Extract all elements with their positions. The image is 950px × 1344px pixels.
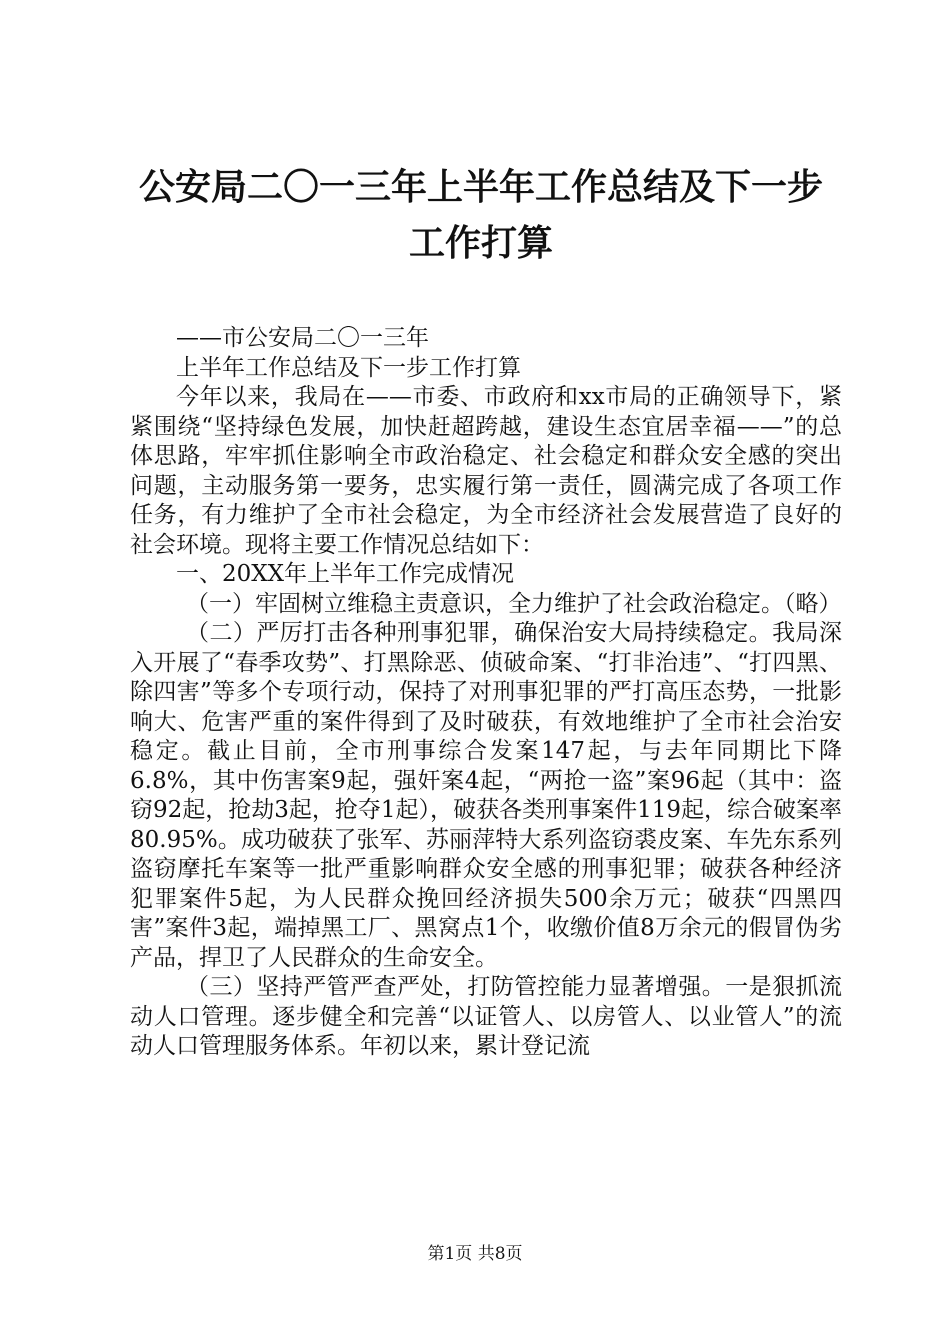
intro-paragraph: 今年以来，我局在——市委、市政府和xx市局的正确领导下，紧紧围绕“坚持绿色发展，加快赶超跨越，建设生态宜居幸福——”的总体思路，牢牢抓住影响全市政治稳定、社会稳定和群众安全感的突出问题，主动服务第一要务，忠实履行第一责任，圆满完成了各项工作任务，有力维护了全市社会稳定，为全市经济社会发展营造了良好的社会环境。现将主要工作情况总结如下： [130, 384, 842, 558]
subsection-3-paragraph: （三）坚持严管严查严处，打防管控能力显著增强。一是狠抓流动人口管理。逐步健全和完善“以证管人、以房管人、以业管人”的流动人口管理服务体系。年初以来，累计登记流 [130, 974, 842, 1059]
document-body [130, 324, 842, 1062]
subtitle-line-1: ——市公安局二〇一三年 [176, 325, 429, 351]
document-title: 公安局二〇一三年上半年工作总结及下一步工作打算 [138, 167, 823, 264]
page-footer: 第1页 共8页 [427, 1244, 523, 1264]
subsection-1-paragraph: （一）牢固树立维稳主责意识，全力维护了社会政治稳定。（略） [186, 590, 842, 617]
section-heading-1: 一、20XX年上半年工作完成情况 [176, 561, 515, 587]
subtitle-line-2: 上半年工作总结及下一步工作打算 [176, 354, 521, 381]
subsection-2-paragraph: （二）严厉打击各种刑事犯罪，确保治安大局持续稳定。我局深入开展了“春季攻势”、打黑除恶、侦破命案、“打非治违”、“打四黑、除四害”等多个专项行动，保持了对刑事犯罪的严打高压态势，一批影响大、危害严重的案件得到了及时破获，有效地维护了全市社会治安稳定。截止目前，全市刑事综合发案147起，与去年同期比下降6.8%，其中伤害案9起，强奸案4起，“两抢一盗”案96起（其中：盗窃92起，抢劫3起，抢夺1起），破获各类刑事案件119起，综合破案率80.95%。成功破获了张军、苏丽萍特大系列盗窃裘皮案、车先东系列盗窃摩托车案等一批严重影响群众安全感的刑事犯罪；破获各种经济犯罪案件5起，为人民群众挽回经济损失500余万元；破获“四黑四害”案件3起，端掉黑工厂、黑窝点1个，收缴价值8万余元的假冒伪劣产品，捍卫了人民群众的生命安全。 [130, 620, 842, 971]
